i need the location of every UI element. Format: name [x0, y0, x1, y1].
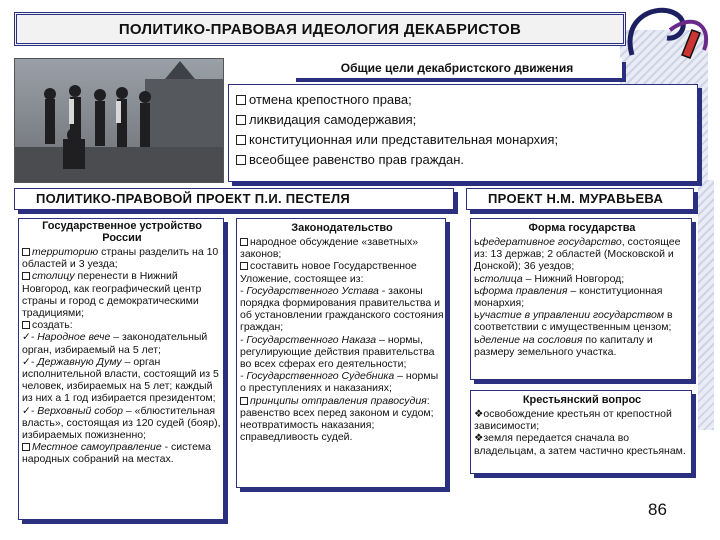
legislation-line: народное обсуждение «заветных» законов; — [240, 236, 419, 261]
decorative-swirl-icon — [612, 0, 720, 70]
background-pattern-right — [698, 180, 714, 430]
page-title: ПОЛИТИКО-ПРАВОВАЯ ИДЕОЛОГИЯ ДЕКАБРИСТОВ — [14, 12, 626, 46]
goal-item: отмена крепостного права; — [236, 90, 690, 110]
state-line: столицу перенести в Нижний Новгород, как географический центр страны и город с демократическими традициями; — [22, 270, 202, 320]
checkbox-bullet-icon — [22, 272, 30, 280]
checkbox-bullet-icon — [240, 238, 248, 246]
state-line: ✓- Народное вече – законодательный орган, избираемый на 5 лет; — [22, 331, 208, 356]
state-structure-column — [22, 220, 222, 466]
page-number: 86 — [648, 500, 667, 519]
checkbox-bullet-icon — [240, 262, 248, 270]
arrow-bullet-icon: ь — [474, 309, 480, 322]
diamond-bullet-icon: ❖ — [474, 432, 484, 445]
goal-item: конституционная или представительная монархия; — [236, 130, 690, 150]
peasant-line: ❖земля передается сначала во владельцам, а затем частично крестьянам. — [474, 432, 686, 457]
form-line: ьучастие в управлении государством в соответствии с имущественным цензом; — [474, 309, 673, 334]
form-column — [474, 222, 690, 358]
checkbox-bullet-icon — [236, 115, 246, 125]
goal-item: ликвидация самодержавия; — [236, 110, 690, 130]
diamond-bullet-icon: ❖ — [474, 408, 484, 420]
checkmark-icon: ✓ — [22, 404, 31, 417]
form-line: ьделение на сословия по капиталу и размеру земельного участка. — [474, 333, 653, 358]
form-line: ьфедеративное государство, состоящее из: 13 держав; 2 областей (Московской и Донской); 36 уездов; — [474, 236, 681, 273]
muraviev-header: ПРОЕКТ Н.М. МУРАВЬЕВА — [488, 191, 664, 206]
checkbox-bullet-icon — [22, 443, 30, 451]
arrow-bullet-icon: ь — [474, 236, 480, 248]
peasant-title: Крестьянский вопрос — [522, 394, 642, 406]
legislation-line: - Государственного Устава - законы порядка формирования правительства и об установлении гражданского состояния граждан; — [240, 284, 444, 334]
legislation-line: - Государственного Наказа – нормы, регулирующие действия правительства во всех сферах его деятельности; — [240, 333, 435, 371]
checkbox-bullet-icon — [240, 397, 248, 405]
state-line: ✓- Державную Думу – орган исполнительной власти, состоящий из 5 человек, избираемых на 5 лет; каждый из них а 1 год избирается президентом; — [22, 355, 219, 405]
peasant-line: ❖освобождение крестьян от крепостной зависимости; — [474, 408, 672, 433]
legislation-line: составить новое Государственное Уложение, состоящее из: — [240, 260, 417, 285]
form-title: Форма государства — [528, 222, 636, 234]
goals-title: Общие цели декабристского движения — [292, 58, 622, 78]
state-line: ✓- Верховный собор – «блюстительная власть», состоящая из 120 судей (бояр), избираемых пожизненно; — [22, 404, 221, 442]
legislation-column — [240, 222, 444, 443]
pestel-header: ПОЛИТИКО-ПРАВОВОЙ ПРОЕКТ П.И. ПЕСТЕЛЯ — [36, 191, 351, 206]
peasant-column — [474, 394, 690, 457]
legislation-title: Законодательство — [291, 222, 393, 234]
arrow-bullet-icon: ь — [474, 272, 480, 285]
state-line: создать: — [22, 319, 222, 331]
state-line: Местное самоуправление - система народных собраний на местах. — [22, 441, 211, 466]
checkbox-bullet-icon — [22, 248, 30, 256]
form-line: ьстолица – Нижний Новгород; — [474, 272, 625, 285]
checkbox-bullet-icon — [236, 135, 246, 145]
checkbox-bullet-icon — [236, 95, 246, 105]
checkmark-icon: ✓ — [22, 355, 31, 368]
arrow-bullet-icon: ь — [474, 333, 480, 346]
checkbox-bullet-icon — [236, 155, 246, 165]
form-line: ьформа правления – конституционная монархия; — [474, 284, 663, 310]
legislation-line: - Государственного Судебника – нормы о преступлениях и наказаниях; — [240, 370, 439, 395]
legislation-line: принципы отправления правосудия: равенство всех перед законом и судом; неотвратимость наказания; справедливость судей. — [240, 394, 434, 444]
goals-list — [228, 84, 698, 182]
state-line: территорию страны разделить на 10 областей и 3 уезда; — [22, 246, 219, 271]
state-structure-title: Государственное устройство России — [42, 220, 202, 244]
checkbox-bullet-icon — [22, 321, 30, 329]
goal-item: всеобщее равенство прав граждан. — [236, 150, 690, 170]
decembrists-photo — [14, 58, 224, 183]
arrow-bullet-icon: ь — [474, 284, 480, 297]
checkmark-icon: ✓ — [22, 331, 31, 344]
